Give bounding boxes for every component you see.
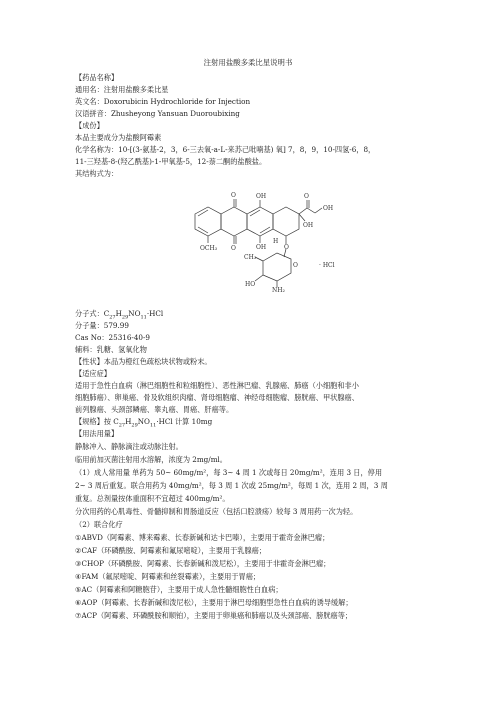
- label-oh-top: OH: [256, 193, 267, 200]
- label-h: H: [273, 238, 279, 245]
- label-oh-bottom: OH: [256, 244, 267, 251]
- structural-formula: [181, 191, 351, 293]
- molecular-weight-line: 分子量：579.99: [75, 321, 129, 330]
- document-title: 注射用盐酸多柔比星说明书: [203, 58, 293, 67]
- section-heading-ingredients: 【成份】: [75, 121, 104, 130]
- cas-number-line: Cas No：25316-40-9: [75, 333, 151, 342]
- regimen-fam: ④FAM（氟尿嘧啶、阿霉素和丝裂霉素），主要用于胃癌；: [75, 572, 261, 581]
- adult-dose-line-2: 2~ 3 周后重复。联合用药为 40mg/m²，每 3 周 1 次或 25mg/m²，每周 1 次，连用 2 周，3 周: [75, 481, 388, 490]
- label-hcl: · HCl: [319, 262, 335, 269]
- adult-dose-line-3: 重复。总剂量按体重面积不宜超过 400mg/m²。: [75, 494, 230, 503]
- label-och3: OCH₃: [200, 245, 218, 252]
- toxicity-note-line: 分次用药的心肌毒性、骨髓抑制和胃肠道反应（包括口腔溃疡）较每 3 周用药一次为轻。: [75, 507, 358, 516]
- label-o-keto: O: [304, 193, 309, 200]
- indications-line-3: 前列腺癌、头颈部鳞癌、睾丸癌、胃癌、肝癌等。: [75, 405, 234, 414]
- specification-line: 【规格】按 $C_{27}H_{29}NO_{11}\cdot HCl$ 计算 10mg: [75, 417, 213, 429]
- structural-formula-drawing: [181, 191, 351, 293]
- regimen-aop: ⑥AOP（阿霉素、长春新碱和泼尼松），主要用于淋巴母细胞型急性白血病的诱导缓解；: [75, 598, 353, 607]
- molecular-formula-line: 分子式：$C_{27}H_{29}NO_{11}\cdot HCl$: [75, 309, 164, 321]
- description-line: 【性状】本品为橙红色疏松块状物或粉末。: [75, 357, 212, 366]
- label-o-ring: O: [293, 262, 298, 269]
- label-ch3: CH₃: [244, 254, 257, 261]
- adult-dose-line-1: （1）成人常用量 单药为 50~ 60mg/m²，每 3~ 4 周 1 次或每日 20mg/m²，连用 3 日，停用: [75, 468, 383, 477]
- label-o-bottom: O: [231, 245, 236, 252]
- main-ingredient-line: 本品主要成分为盐酸阿霉素: [75, 133, 162, 142]
- regimen-ac: ⑤AC（阿霉素和阿糖胞苷），主要用于成人急性髓细胞性白血病；: [75, 585, 283, 594]
- excipients-line: 辅料：乳糖、氢氧化物: [75, 345, 147, 354]
- pinyin-name-line: 汉语拼音：Zhusheyong Yansuan Duoroubixing: [75, 109, 240, 118]
- regimen-caf: ②CAF（环磷酰胺、阿霉素和氟尿嘧啶），主要用于乳腺癌；: [75, 546, 267, 555]
- regimen-abvd: ①ABVD（阿霉素、博来霉素、长春新碱和达卡巴嗪），主要用于霍奇金淋巴瘤；: [75, 533, 330, 542]
- section-heading-drug-name: 【药品名称】: [75, 73, 119, 82]
- section-heading-indications: 【适应症】: [75, 369, 111, 378]
- section-heading-dosage: 【用法用量】: [75, 429, 119, 438]
- reconstitution-line: 临用前加灭菌注射用水溶解，浓度为 2mg/ml。: [75, 455, 227, 464]
- indications-line-1: 适用于急性白血病（淋巴细胞性和粒细胞性）、恶性淋巴瘤、乳腺癌、肺癌（小细胞和非小: [75, 381, 359, 390]
- label-ho: HO: [245, 281, 256, 288]
- combination-heading: （2）联合化疗: [75, 520, 123, 529]
- label-oh-ring: OH: [303, 222, 314, 229]
- regimen-acp: ⑦ACP（阿霉素、环磷酰胺和顺铂），主要用于卵巢癌和肺癌以及头颈部癌、膀胱癌等；: [75, 611, 353, 620]
- english-name-line: 英文名：Doxorubicin Hydrochloride for Injection: [75, 97, 251, 106]
- label-nh2: NH₂: [272, 287, 285, 293]
- common-name-line: 通用名：注射用盐酸多柔比星: [75, 85, 169, 94]
- structure-caption: 其结构式为：: [75, 169, 119, 178]
- label-o-link: O: [284, 244, 289, 251]
- label-oh-side-chain: OH: [323, 205, 334, 212]
- label-o-top: O: [231, 192, 236, 199]
- chemical-name-line-2: 11-三羟基-8-(羟乙酰基)-1-甲氧基-5，12-萘二酮的盐酸盐。: [75, 157, 267, 166]
- regimen-chop: ③CHOP（环磷酰胺、阿霉素、长春新碱和泼尼松），主要用于非霍奇金淋巴瘤；: [75, 559, 331, 568]
- administration-route-line: 静脉冲入、静脉滴注或动脉注射。: [75, 442, 183, 451]
- indications-line-2: 细胞肺癌）、卵巢癌、骨及软组织肉瘤、肾母细胞瘤、神经母细胞瘤、膀胱癌、甲状腺癌、: [75, 393, 359, 402]
- chemical-name-line-1: 化学名称为：10-[(3-氨基-2，3，6-三去氧-a-L-来苏己吡喃基) 氧] 7，8，9，10-四氢-6，8，: [75, 145, 376, 154]
